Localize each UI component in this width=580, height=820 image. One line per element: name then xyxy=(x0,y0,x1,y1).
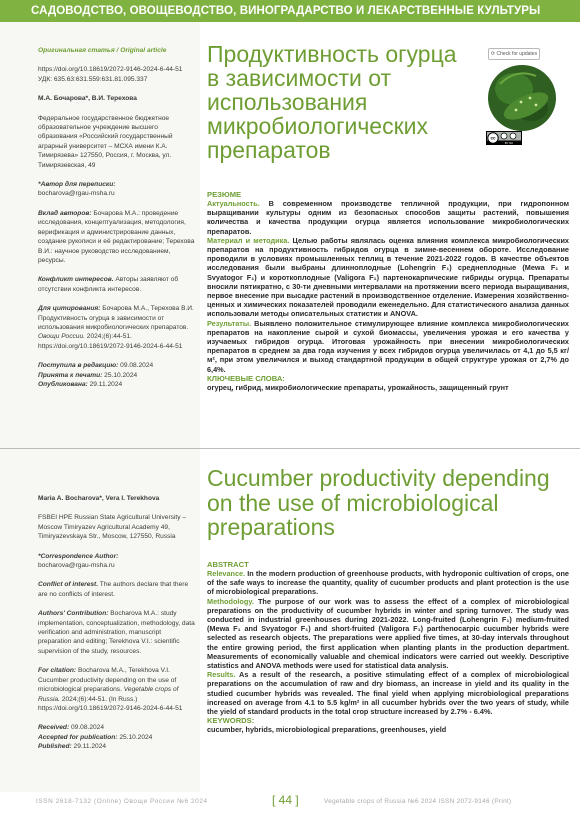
contrib-text-en: Bocharova M.A.: study implementation, conceptualization, methodology, data verification and administration, manuscript preparation and editing; Terekhova V.I.: scientific supervision of the study, resources. xyxy=(38,610,195,655)
metadata-ru xyxy=(38,46,196,389)
contrib-ru xyxy=(38,209,196,265)
received-label-ru: Поступила в редакцию: xyxy=(38,362,119,370)
methods-label-ru: Материал и методика. xyxy=(207,235,290,245)
citation-en xyxy=(38,666,196,713)
relevance-ru xyxy=(207,199,569,236)
results-text-en: As a result of the research, a positive stimulating effect of a complex of microbiological preparations on the accumulation of raw and dry biomass, an increase in yield and its quality in the studied cucumber hybrids was revealed. The final yield when applying microbiological preparations increased on average from 4.1 to 5.5 kg/m² in all cucumber hybrids over the two years of study, while the yield of standard products in the total crop structure increased by 2.7% - 6.4%. xyxy=(207,670,569,717)
published-ru xyxy=(38,380,196,389)
abstract-en xyxy=(207,560,569,734)
abstract-heading-ru: РЕЗЮМЕ xyxy=(207,190,242,199)
keywords-heading-ru: КЛЮЧЕВЫЕ СЛОВА: xyxy=(207,373,285,383)
published-en xyxy=(38,742,196,751)
published-label-en: Published: xyxy=(38,743,72,751)
cite-text-b-en: 2024;(6):44-51. (In Russ.) https://doi.org/10.18619/2072-9146-2024-6-44-51 xyxy=(38,695,183,712)
contrib-en xyxy=(38,609,196,656)
cite-text-a-ru: Бочарова М.А., Терехова В.И. Продуктивность огурца в зависимости от использования микробиологических препаратов. xyxy=(38,305,194,331)
footer-issn-print: Vegetable crops of Russia №6 2024 ISSN 2072-9146 (Print) xyxy=(324,798,512,805)
article-type: Оригинальная статья / Original article xyxy=(38,47,167,54)
doi-link[interactable]: https://doi.org/10.18619/2072-9146-2024-6-44-51 xyxy=(38,66,183,74)
check-for-updates-button[interactable] xyxy=(488,48,540,60)
abstract-heading-en: ABSTRACT xyxy=(207,560,249,569)
title-ru: Продуктивность огурца в зависимости от использования микробиологических препаратов xyxy=(207,41,457,163)
contrib-label-en: Authors' Contribution: xyxy=(38,610,109,618)
cc-badge-text: BY NC xyxy=(504,141,514,145)
published-label-ru: Опубликована: xyxy=(38,380,88,388)
accepted-en xyxy=(38,733,196,742)
cucumber-illustration xyxy=(486,62,558,134)
relevance-text-ru: В современном производстве тепличной продукции, при гидропонном выращивании культуры одним из безопасных способов защиты растений, повышения количества и качества продукции огурца является использование микробиологических препаратов. xyxy=(207,199,569,236)
svg-text:cc: cc xyxy=(490,135,496,141)
relevance-label-ru: Актуальность. xyxy=(207,199,260,208)
relevance-text-en: In the modern production of greenhouse products, with hydroponic cultivation of crops, one of the safe ways to increase the quantity, quality of cucumber products and plant protection is the use of microbiological preparations. xyxy=(207,569,569,597)
keywords-heading-en: KEYWORDS: xyxy=(207,716,255,726)
received-ru xyxy=(38,361,196,370)
methods-ru xyxy=(207,236,569,319)
check-updates-label: Check for updates xyxy=(496,51,538,57)
contrib-text-ru: Бочарова М.А.: проведение исследования, концептуализация, методология, верификация и администрирование данных, создание рукописи и её редактирование; Терехова В.И.: научное руководство исследованием, ресурсы. xyxy=(38,209,195,264)
received-date-ru: 09.08.2024 xyxy=(118,362,154,370)
methods-text-ru: Целью работы являлась оценка влияния комплекса микробиологических препаратов на продуктивность гибридов огурца в зимне-весеннем обороте. Исследование проводили в условиях промышленных теплиц в течение 2021-2022 годов. В качестве объектов исследования были выбраны длинноплодные (Lohengrin F₁) среднеплодные (Mewa F₁ и Svyatogor F₁) и короткоплодные (Valigora F₁) партенокарпические гибриды огурца. Препараты вносили пятикратно, с 30-ти дневными интервалами на протяжении всего периода выращивания, первое внесение при высадке растений в производственное отделение. Измерения хозяйственно-ценных и химических показателей проводили еженедельно. Для статистического анализа данных использовали методы описательных статистик и ANOVA. xyxy=(207,235,569,319)
refresh-icon: ⟳ xyxy=(490,51,497,57)
footer-issn-online: ISSN 2618-7132 (Online) Овощи России №6 2024 xyxy=(36,798,208,805)
results-ru xyxy=(207,319,569,374)
relevance-label-en: Relevance. xyxy=(207,569,246,578)
conflict-label-ru: Конфликт интересов. xyxy=(38,276,114,284)
corr-email-en[interactable]: bocharova@rgau-msha.ru xyxy=(38,562,115,570)
journal-section-banner: САДОВОДСТВО, ОВОЩЕВОДСТВО, ВИНОГРАДАРСТВО И ЛЕКАРСТВЕННЫЕ КУЛЬТУРЫ xyxy=(0,0,580,22)
conflict-text-en: The authors declare that there are no conflicts of interest. xyxy=(38,581,189,598)
abstract-ru xyxy=(207,190,569,392)
methods-text-en: The purpose of our work was to assess the effect of a complex of microbiological preparations on the productivity of cucumber hybrids in winter and spring turnover. The study was conducted in industrial greenhouses during 2021-2022. Long-fruited (Lohengrin F₁) medium-fruited (Mewa F₁ and Svyatogor F₁) and short-fruited (Valigora F₁) parthenocarpic cucumber hybrids were selected as research objects. The preparations were applied five times, at 30-day intervals throughout the entire growing period, the first application when planting plants in the production department. Measurements of economically valuable and chemical indicators were carried out weekly. Descriptive statistics and ANOVA methods were used for statistical data analysis. xyxy=(207,596,569,671)
metadata-en xyxy=(38,494,196,752)
received-date-en: 09.08.2024 xyxy=(69,724,104,732)
udc-code: УДК: 635.63:631.559:631.81.095.337 xyxy=(38,75,148,83)
citation-ru xyxy=(38,304,196,351)
results-label-ru: Результаты. xyxy=(207,318,252,328)
keywords-ru: огурец, гибрид, микробиологические препараты, урожайность, защищенный грунт xyxy=(207,382,509,392)
published-date-ru: 29.11.2024 xyxy=(87,380,123,388)
conflict-label-en: Conflict of interest. xyxy=(38,581,99,589)
methods-en xyxy=(207,597,569,671)
cite-text-b-ru: 2024;(6):44-51. https://doi.org/10.18619/2072-9146-2024-6-44-51 xyxy=(38,333,183,350)
published-date-en: 29.11.2024 xyxy=(71,743,107,751)
contrib-label-ru: Вклад авторов: xyxy=(38,209,92,217)
page-footer xyxy=(0,792,580,820)
metadata-sidebar xyxy=(0,22,200,792)
accepted-date-en: 25.10.2024 xyxy=(117,733,153,741)
received-en xyxy=(38,723,196,732)
accepted-ru xyxy=(38,371,196,380)
relevance-en xyxy=(207,569,569,597)
cite-journal-en: Vegetable crops of Russia. xyxy=(38,686,179,703)
keywords-en: cucumber, hybrids, microbiological preparations, greenhouses, yield xyxy=(207,725,447,735)
accepted-label-en: Accepted for publication: xyxy=(38,733,118,741)
conflict-text-ru: Авторы заявляют об отсутствии конфликта интересов. xyxy=(38,276,179,293)
conflict-en xyxy=(38,580,196,599)
results-en xyxy=(207,670,569,716)
corr-email-ru[interactable]: bocharova@rgau-msha.ru xyxy=(38,190,115,198)
cite-label-ru: Для цитирования: xyxy=(38,305,101,313)
cite-journal-ru: Овощи России. xyxy=(38,333,85,341)
results-label-en: Results. xyxy=(207,670,236,680)
results-text-ru: Выявлено положительное стимулирующее влияние комплекса микробиологических препаратов на накопление сырой и сухой биомассы, увеличения урожая и его качества у изучаемых гибридов огурца. Итоговая урожайность при внесении микробиологических препаратов в среднем за два года изучения у всех гибридов огурца увеличилась от 4,1 до 5,5 кг/м², при этом увеличился и выход стандартной продукции в общей структуре урожая от 2,7% до 6,4%. xyxy=(207,318,569,374)
accepted-date-ru: 25.10.2024 xyxy=(102,371,138,379)
accepted-label-ru: Принята к печати: xyxy=(38,371,103,379)
corr-label-en: *Correspondence Author: xyxy=(38,552,119,560)
conflict-ru xyxy=(38,275,196,294)
page-number: [ 44 ] xyxy=(272,793,299,807)
methods-label-en: Methodology. xyxy=(207,596,254,606)
cc-license-badge[interactable] xyxy=(486,131,522,145)
section-divider xyxy=(0,448,580,449)
cite-text-a-en: Bocharova M.A., Terekhova V.I. Cucumber productivity depending on the use of microbiological preparations. xyxy=(38,667,177,694)
affiliation-ru: Федеральное государственное бюджетное образовательное учреждение высшего образования «Российский государственный аграрный университет – МСХА имени К.А. Тимирязева» 127550, Россия, г. Москва, ул. Тимирязевская, 49 xyxy=(38,114,173,169)
authors-en: Maria A. Bocharova*, Vera I. Terekhova xyxy=(38,495,160,502)
affiliation-en: FSBEI HPE Russian State Agricultural University – Moscow Timiryazev Agricultural Academy 49, Timiryazevskaya Str., Moscow, 127550, Russia xyxy=(38,514,187,541)
title-en: Cucumber productivity depending on the use of microbiological preparations xyxy=(207,465,550,540)
authors-ru: М.А. Бочарова*, В.И. Терехова xyxy=(38,95,137,103)
received-label-en: Received: xyxy=(38,724,70,732)
corr-label-ru: *Автор для переписки: xyxy=(38,181,116,189)
cite-label-en: For citation: xyxy=(38,667,77,675)
